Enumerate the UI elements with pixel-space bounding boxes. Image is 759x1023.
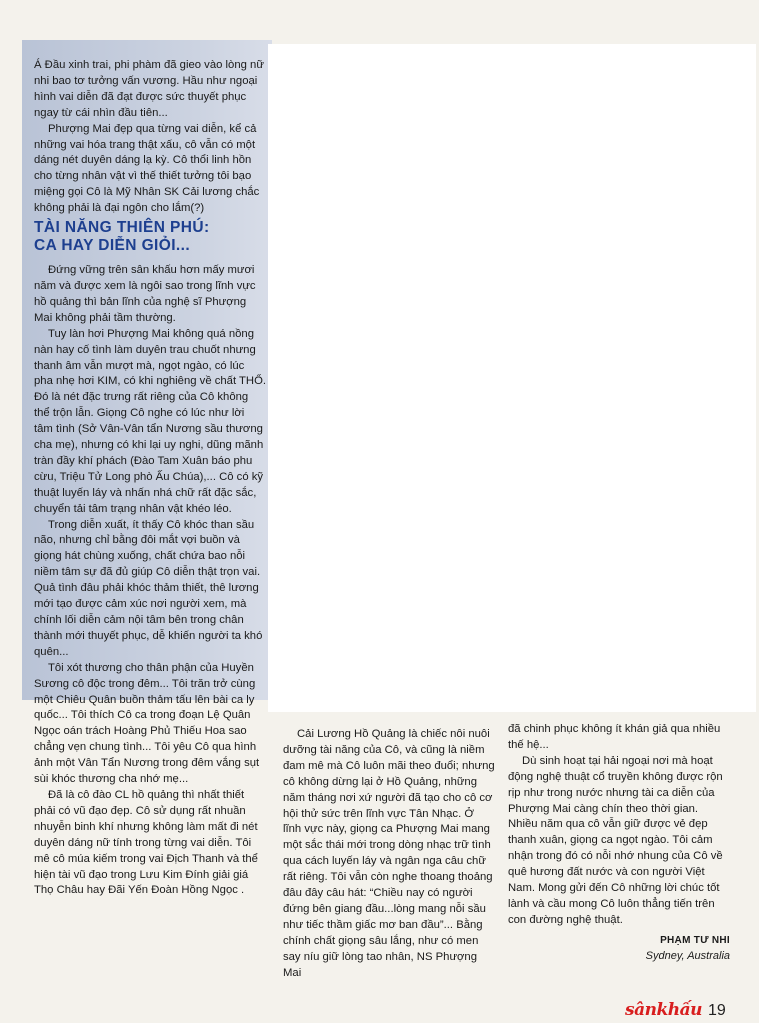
paragraph: Cải Lương Hồ Quảng là chiếc nôi nuôi dưỡng tài năng của Cô, và cũng là niềm đam mê mà Cô luôn mãi theo đuổi; nhưng cô không dừng lại ở Hồ Quảng, những năm tháng nơi xứ người đã tạo cho cô cơ hội thử sức trên lĩnh vực Tân Nhạc. Ở lĩnh vực này, giọng ca Phượng Mai mang một sắc thái mới trong dòng nhạc trữ tình qua cách luyến láy và ngân nga câu chữ rất riêng. Tôi vẫn còn nghe thoang thoảng đâu đây câu hát: “Chiều nay có người đứng bên giang đầu...lòng mang nỗi sầu như tiếc thầm giấc mơ ban đầu”... Bằng chính chất giọng sâu lắng, như có men say níu giữ lòng tao nhân, NS Phượng Mai bbox=[283, 728, 495, 979]
author-name: PHẠM TƯ NHI bbox=[660, 935, 730, 946]
paragraph: Tôi xót thương cho thân phận của Huyền Sương cô độc trong đêm... Tôi trăn trở cùng một Chiêu Quân buồn thảm tấu lên bài ca ly quốc... Tôi thích Cô ca trong đoạn Lệ Quân Ngọc oán trách Hoàng Phủ Thiếu Hoa sao chẳng vẹn chung tình... Tôi yêu Cô qua hình ảnh một Vân Tẩn Nương trong đêm vắng sụt sùi khóc thương cha nhớ mẹ... bbox=[34, 661, 260, 786]
paragraph: Dù sinh hoạt tại hải ngoại nơi mà hoạt động nghệ thuật cổ truyền không được rộn rịp như trong nước nhưng tài ca diễn của Phượng Mai càng chín theo thời gian. Nhiều năm qua cô vẫn giữ được vẻ đẹp thanh xuân, giọng ca ngọt ngào. Tôi cảm nhận trong đó có nỗi nhớ nhung của Cô về quê hương đất nước và con người Việt Nam. Mong gửi đến Cô những lời chúc tốt lành và cầu mong Cô luôn thẳng tiến trên con đường nghệ thuật. bbox=[508, 754, 723, 926]
article-column-3 bbox=[508, 722, 728, 929]
photo-area bbox=[268, 44, 756, 712]
paragraph: Phượng Mai đẹp qua từng vai diễn, kể cả những vai hóa trang thật xấu, cô vẫn có một dáng nét duyên dáng lạ kỳ. Cô thổi linh hồn cho từng nhân vật vì thế thiết tưởng tôi bạo miệng gọi Cô là Mỹ Nhân SK Cải lương chắc không phải là đại ngôn cho lắm(?) bbox=[34, 122, 260, 215]
page-number: 19 bbox=[707, 1002, 726, 1019]
article-column-2 bbox=[283, 727, 495, 982]
paragraph: Đã là cô đào CL hồ quảng thì nhất thiết phải có vũ đạo đẹp. Cô sử dụng rất nhuần nhuyễn binh khí nhưng không làm mất đi nét duyên dáng nữ tính trong từng vai diễn. Tôi mê cô múa kiếm trong vai Địch Thanh và thể hiện tài vũ đạo trong Lưu Kim Đính giải giá Thọ Châu hay Đãi Yến Đoàn Hồng Ngọc . bbox=[34, 788, 258, 897]
page-footer bbox=[625, 1000, 726, 1018]
heading-line: TÀI NĂNG THIÊN PHÚ: bbox=[34, 219, 210, 237]
section-heading bbox=[34, 219, 266, 255]
heading-line: CA HAY DIỄN GIỎI... bbox=[34, 237, 191, 255]
paragraph: Trong diễn xuất, ít thấy Cô khóc than sầu não, nhưng chỉ bằng đôi mắt vợi buồn và giọng hát chùng xuống, chất chứa bao nỗi niềm tâm sự đã đủ giúp Cô diễn thật trọn vai. Quả tình đâu phải khóc thảm thiết, thê lương mới tạo được cảm xúc nơi người xem, mà chính lối diễn cảm nội tâm bên trong chân thành mới thuyết phục, dễ khiến người ta khó quên... bbox=[34, 518, 263, 658]
article-column-1 bbox=[34, 58, 266, 899]
magazine-logo: sânkhấu bbox=[625, 1000, 702, 1020]
author-location: Sydney, Australia bbox=[645, 950, 730, 962]
paragraph: Tuy làn hơi Phượng Mai không quá nồng nàn hay cố tình làm duyên trau chuốt nhưng thanh âm vẫn mượt mà, ngọt ngào, có lúc pha nhẹ hơi KIM, có khi nghiêng về chất THỔ. Đó là nét đặc trưng rất riêng của Cô không thể trộn lẫn. Giọng Cô nghe có lúc như lời tâm tình (Sở Vân-Vân tẩn Nương sầu thương cha mẹ), nhưng có khi lại uy nghi, dũng mãnh tràn đầy khí phách (Đào Tam Xuân báo phu cừu, Triệu Tử Long phò Ấu Chúa),... Cô có kỹ thuật luyến láy và nhấn nhá chữ rất đặc sắc, chuyển tải tâm trạng nhân vật khéo léo. bbox=[34, 327, 267, 515]
paragraph: Á Đầu xinh trai, phi phàm đã gieo vào lòng nữ nhi bao tơ tưởng vấn vương. Hầu như ngoại hình vai diễn đã đạt được sức thuyết phục ngay từ cái nhìn đầu tiên... bbox=[34, 59, 264, 119]
paragraph: Đứng vững trên sân khấu hơn mấy mươi năm và được xem là ngôi sao trong lĩnh vực hồ quảng thì bản lĩnh của nghệ sĩ Phượng Mai không phải tầm thường. bbox=[34, 264, 256, 324]
paragraph: đã chinh phục không ít khán giả qua nhiều thế hệ... bbox=[508, 723, 721, 751]
